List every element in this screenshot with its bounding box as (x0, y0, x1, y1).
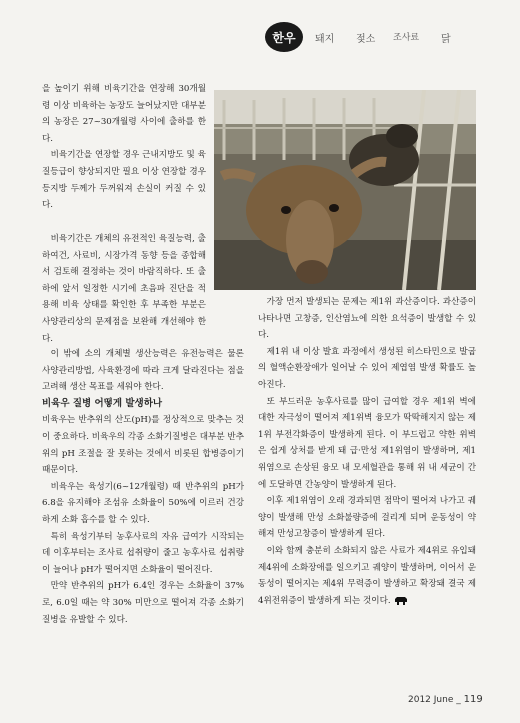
left-column-bottom (42, 346, 244, 628)
issue-label: 2012 June (408, 695, 454, 705)
tab-chicken[interactable]: 닭 (441, 34, 451, 45)
paragraph: 이후 제1위염이 오래 경과되면 점막이 떨어져 나가고 궤양이 발생해 만성 소화불량증에 걸리게 되며 운동성이 약해져 만성고창증이 발생하게 된다. (258, 496, 476, 540)
left-column-top (42, 81, 206, 214)
paragraph: 특히 육성기부터 농후사료의 자유 급여가 시작되는데 이후부터는 조사료 섭취량이 줄고 농후사료 섭취량이 늘어나 pH가 떨어지면 소화율이 떨어진다. (42, 531, 244, 575)
paragraph: 비육기간을 연장할 경우 근내지방도 및 육질등급이 향상되지만 필요 이상 연장할 경우 등지방 두께가 두꺼워져 손실이 커질 수 있다. (42, 150, 206, 211)
paragraph: 이 밖에 소의 개체별 생산능력은 유전능력은 물론 사양관리방법, 사육환경에 따라 크게 달라진다는 점을 고려해 생산 목표를 세워야 한다. (42, 349, 244, 393)
tab-forage[interactable]: 조사료 (393, 33, 420, 43)
paragraph: 비육우는 반추위의 산도(pH)를 정상적으로 맞추는 것이 중요하다. 비육우의 각종 소화기질병은 대부분 반추위의 pH 조절을 잘 못하는 것에서 비롯된 합병증이기 때문이다. (42, 415, 244, 476)
paragraph (258, 543, 476, 609)
paragraph: 비육기간은 개체의 유전적인 육질능력, 출하여건, 사료비, 시장가격 동향 등을 종합해서 검토해 결정하는 것이 바람직하다. 또 출하에 앞서 일정한 시기에 초음파 진단을 적용해 비육 상태를 확인한 후 부족한 부분은 사양관리상의 문제점을 보완해 개선해야 한다. (42, 234, 206, 344)
tab-hanwoo-active[interactable]: 한우 (265, 22, 303, 52)
page-number: 119 (463, 694, 483, 705)
paragraph: 또 부드러운 농후사료를 많이 급여할 경우 제1위 벽에 대한 자극성이 떨어져 제1위벽 융모가 딱딱해지지 않는 제1위 부전각화증이 발생하게 된다. 이 부드럽고 약한 위벽은 쉽게 상처를 받게 돼 급·만성 제1위염이 발생하며, 제1위염으로 손상된 융모 내 모세혈관을 통해 위 내 세균이 간에 도달하면 간농양이 발생하게 된다. (258, 396, 476, 490)
paragraph: 가장 먼저 발생되는 문제는 제1위 과산증이다. 과산증이 나타나면 고창증, 인산염뇨에 의한 요석증이 발생할 수 있다. (258, 297, 476, 341)
tab-dairy[interactable]: 젖소 (356, 34, 376, 45)
paragraph: 을 높이기 위해 비육기간을 연장해 30개월령 이상 비육하는 농장도 늘어났지만 대부분의 농장은 27~30개월령 사이에 출하를 한다. (42, 84, 206, 144)
category-tabs (265, 22, 520, 54)
cattle-image (214, 90, 476, 290)
last-paragraph-text: 이와 함께 충분히 소화되지 않은 사료가 제4위로 유입돼 제4위에 소화장애를 일으키고 궤양이 발생하며, 이어서 운동성이 떨어지는 제4위 무력증이 발생하고 확장돼 결국 제4위전위증이 발생하게 되는 것이다. (258, 545, 476, 606)
left-column-mid (42, 231, 206, 347)
right-column (258, 294, 476, 609)
page-footer: 2012 June _ 119 (408, 694, 483, 705)
cow-end-icon (394, 596, 408, 605)
paragraph: 제1위 내 이상 발효 과정에서 생성된 히스타민으로 발굽의 혈액순환장애가 일어날 수 있어 제엽염 발생 확률도 높아진다. (258, 346, 476, 390)
paragraph: 비육우는 육성기(6~12개월령) 때 반추위의 pH가 6.8을 유지해야 조섬유 소화율이 50%에 이르러 건강하게 소화 흡수를 할 수 있다. (42, 481, 244, 525)
paragraph: 만약 반추위의 pH가 6.4인 경우는 소화율이 37%로, 6.0일 때는 약 30% 미만으로 떨어져 각종 소화기질병을 유발할 수 있다. (42, 581, 244, 625)
section-heading: 비육우 질병 어떻게 발생하나 (42, 397, 163, 409)
cattle-photo (214, 90, 476, 290)
tab-pig[interactable]: 돼지 (315, 34, 335, 45)
